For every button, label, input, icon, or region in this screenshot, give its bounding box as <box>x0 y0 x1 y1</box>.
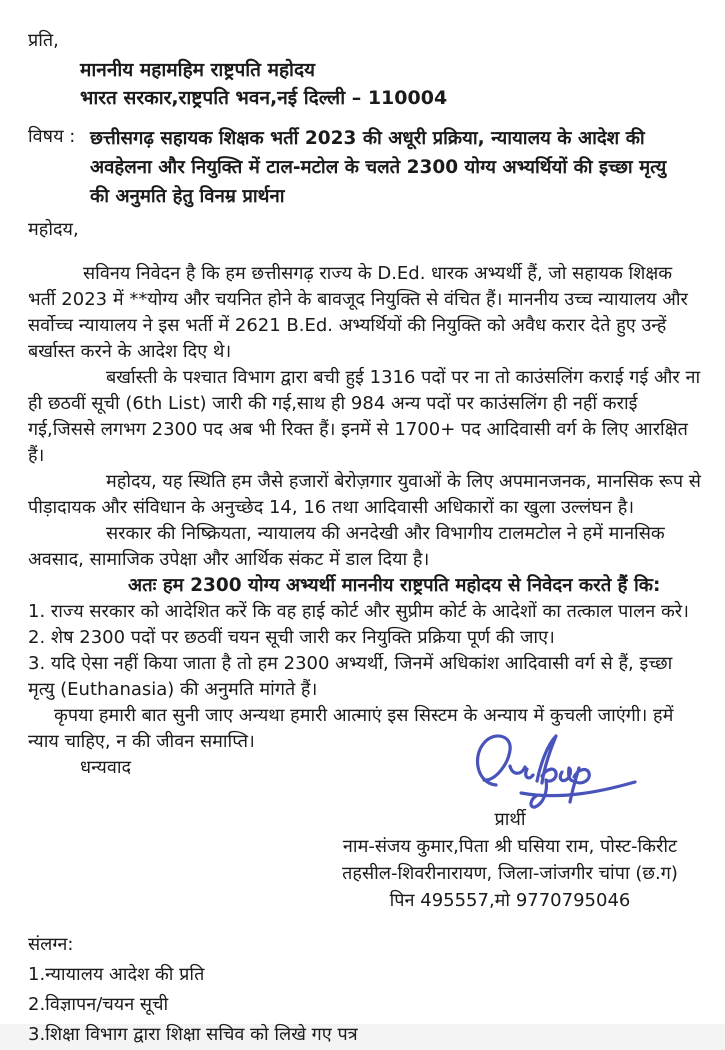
handwritten-signature-icon <box>465 729 640 814</box>
body-paragraph-4: सरकार की निष्क्रियता, न्यायालय की अनदेखी और विभागीय टालमटोल ने हमें मानसिक अवसाद, सामाजिक उपेक्षा और आर्थिक संकट में डाल दिया है। <box>28 523 665 570</box>
recipient-line-1: माननीय महामहिम राष्ट्रपति महोदय <box>80 59 316 81</box>
recipient-line-2: भारत सरकार,राष्ट्रपति भवन,नई दिल्ली – 110004 <box>80 87 448 109</box>
demand-item-1: 1. राज्य सरकार को आदेशित करें कि वह हाई कोर्ट और सुप्रीम कोर्ट के आदेशों का तत्काल पालन करे। <box>28 601 689 622</box>
recipient-address <box>80 56 701 112</box>
enclosure-item-1: 1.न्यायालय आदेश की प्रति <box>28 964 205 985</box>
signer-role: प्रार्थी <box>494 809 526 830</box>
body-paragraph-2: बर्खास्ती के पश्चात विभाग द्वारा बची हुई 1316 पदों पर ना तो काउंसलिंग कराई गई और ना ही छठवीं सूची (6th List) जारी की गई,साथ ही 984 अन्य पदों पर काउंसलिंग ही नहीं कराई गई,जिससे लगभग 2300 पद अब भी रिक्त हैं। इनमें से 1700+ पद आदिवासी वर्ग के लिए आरक्षित हैं। <box>28 367 701 466</box>
demand-item-2: 2. शेष 2300 पदों पर छठवीं चयन सूची जारी कर नियुक्ति प्रक्रिया पूर्ण की जाए। <box>28 627 555 648</box>
to-label: प्रति, <box>28 30 59 51</box>
body-paragraph-1: सविनय निवेदन है कि हम छत्तीसगढ़ राज्य के D.Ed. धारक अभ्यर्थी हैं, जो सहायक शिक्षक भर्ती 2023 में **योग्य और चयनित होने के बावजूद नियुक्ति से वंचित हैं। माननीय उच्च न्यायालय और सर्वोच्च न्यायालय ने इस भर्ती में 2621 B.Ed. अभ्यर्थियों की नियुक्ति को अवैध करार देते हुए उन्हें बर्खास्त करने के आदेश दिए थे। <box>28 263 688 362</box>
enclosure-item-2: 2.विज्ञापन/चयन सूची <box>28 994 169 1015</box>
subject-text: छत्तीसगढ़ सहायक शिक्षक भर्ती 2023 की अधूरी प्रक्रिया, न्यायालय के आदेश की अवहेलना और नियुक्ति में टाल-मटोल के चलते 2300 योग्य अभ्यर्थियों की इच्छा मृत्यु की अनुमति हेतु विनम्र प्रार्थना <box>90 128 667 207</box>
greeting: महोदय, <box>28 219 79 240</box>
body-paragraph-3: महोदय, यह स्थिति हम जैसे हजारों बेरोज़गार युवाओं के लिए अपमानजनक, मानसिक रूप से पीड़ादायक और संविधान के अनुच्छेद 14, 16 तथा आदिवासी अधिकारों का खुला उल्लंघन है। <box>28 471 701 518</box>
closing-paragraph: कृपया हमारी बात सुनी जाए अन्यथा हमारी आत्माएं इस सिस्टम के अन्याय में कुचली जाएंगी। हमें न्याय चाहिए, न की जीवन समाप्ति। <box>28 705 674 752</box>
signer-line-1: नाम-संजय कुमार,पिता श्री घसिया राम, पोस्ट-किरीट <box>342 836 678 857</box>
enclosures-label: संलग्न: <box>28 934 74 955</box>
enclosures-block <box>28 930 701 1050</box>
subject-block <box>28 124 701 211</box>
thanks-line: धन्यवाद <box>80 757 132 778</box>
signer-line-3: पिन 495557,मो 9770795046 <box>389 890 631 911</box>
signer-block <box>315 781 705 914</box>
subject-label: विषय : <box>28 126 76 147</box>
signer-line-2: तहसील-शिवरीनारायण, जिला-जांजगीर चांपा (छ.ग) <box>342 863 678 884</box>
enclosure-item-3: 3.शिक्षा विभाग द्वारा शिक्षा सचिव को लिखे गए पत्र <box>28 1024 358 1045</box>
demand-item-3: 3. यदि ऐसा नहीं किया जाता है तो हम 2300 अभ्यर्थी, जिनमें अधिकांश आदिवासी वर्ग से हैं, इच्छा मृत्यु (Euthanasia) की अनुमति मांगते हैं। <box>28 653 673 700</box>
demand-heading: अतः हम 2300 योग्य अभ्यर्थी माननीय राष्ट्रपति महोदय से निवेदन करते हैं कि: <box>128 575 661 596</box>
